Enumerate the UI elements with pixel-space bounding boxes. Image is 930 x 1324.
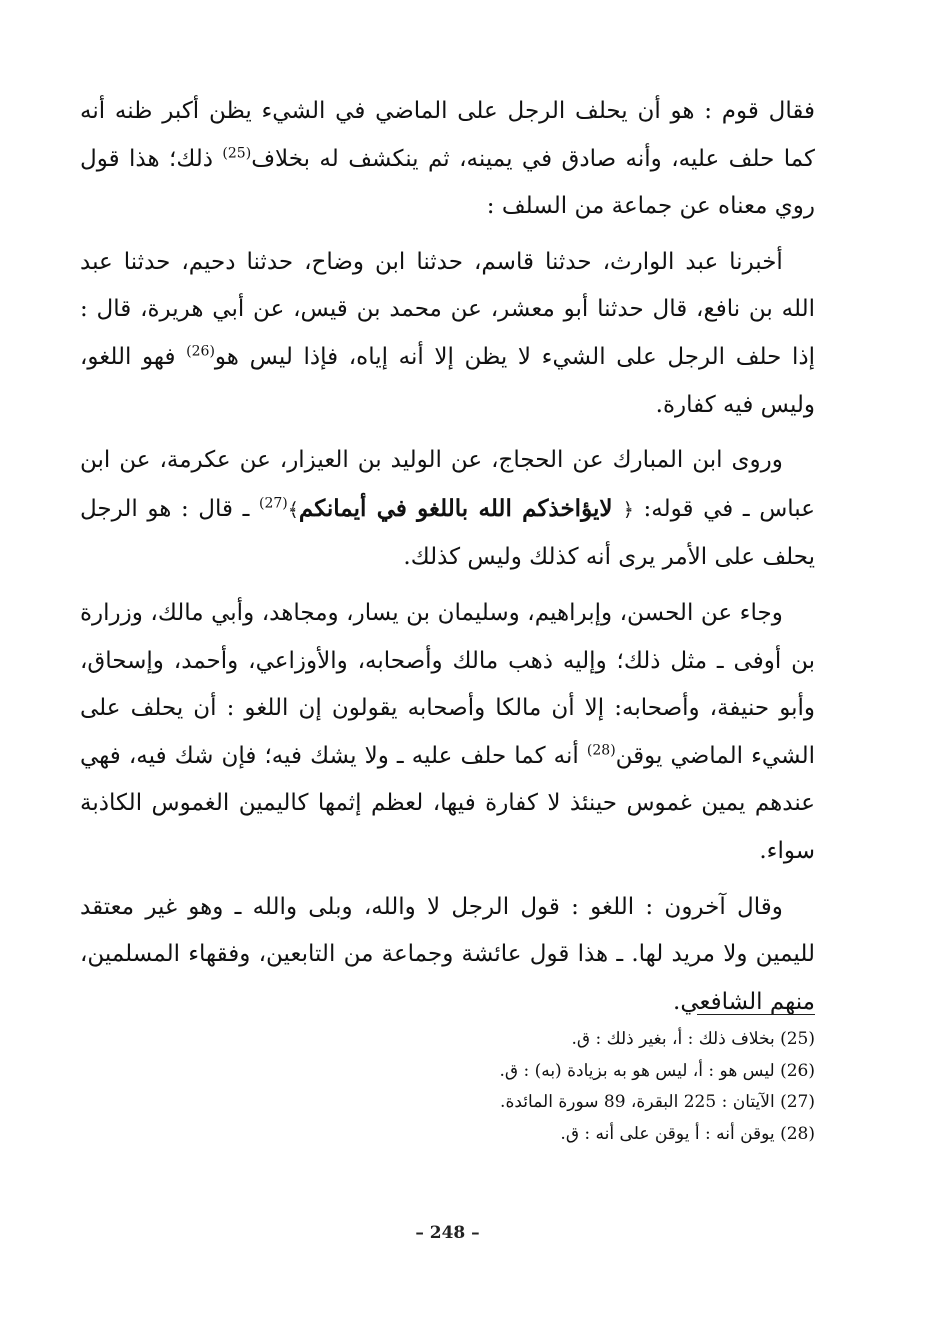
paragraph-2-text: أخبرنا عبد الوارث، حدثنا قاسم، حدثنا ابن وضاح، حدثنا دحيم، حدثنا عبد الله بن نافع، قال حدثنا أبو معشر، عن محمد بن قيس، عن أبي هريرة، قال : إذا حلف الرجل على الشيء لا يظن إلا أنه إياه، فإذا ليس هو [80,248,815,370]
paragraph-1-text: فقال قوم : هو أن يحلف الرجل على الماضي في الشيء يظن أكبر ظنه أنه كما حلف عليه، وأنه صادق في يمينه، ثم ينكشف له بخلاف [80,98,815,172]
footnote-27 [80,1087,815,1119]
footnote-number: (26) [780,1060,815,1081]
footnote-text: الآيتان : 225 البقرة، 89 سورة المائدة. [500,1092,775,1112]
footnote-ref-27: (27) [258,495,288,512]
footnotes [80,1024,815,1150]
paragraph-1 [80,88,815,231]
paragraph-2 [80,239,815,429]
paragraph-4-text: وجاء عن الحسن، وإبراهيم، وسليمان بن يسار، ومجاهد، وأبي مالك، وزرارة بن أوفى ـ مثل ذلك؛ وإليه ذهب مالك وأصحابه، والأوزاعي، وأحمد، وإسحاق، وأبو حنيفة، وأصحابه: إلا أن مالكا وأصحابه يقولون إن اللغو : أن يحلف على الشيء الماضي يوقن [80,599,815,769]
quran-open-bracket: ﴿ [622,498,634,521]
paragraph-3 [80,437,815,582]
footnote-ref-26: (26) [186,343,215,360]
footnote-26 [80,1056,815,1088]
paragraph-4-text-cont: أنه كما حلف عليه ـ ولا يشك فيه؛ فإن شك فيه، فهي عندهم يمين غموس حينئذ لا كفارة فيها، لعظم إثمها كاليمين الغموس الكاذبة سواء. [80,742,815,864]
paragraph-3-text: وروى ابن المبارك عن الحجاج، عن الوليد بن العيزار، عن عكرمة، عن ابن عباس ـ في قوله: [80,447,815,522]
book-page [80,88,815,1288]
footnote-text: بخلاف ذلك : أ، بغير ذلك : ق. [571,1029,775,1049]
quran-verse: لايؤاخذكم الله باللغو في أيمانكم [298,494,623,522]
footnote-text: ليس هو : أ، ليس هو به بزيادة (به) : ق. [499,1060,775,1081]
paragraph-5-text: وقال آخرون : اللغو : قول الرجل لا والله، وبلى والله ـ وهو غير معتقد لليمين ولا مريد لها. ـ هذا قول عائشة وجماعة من التابعين، وفقهاء المسلمين، منهم الشافعي. [80,893,815,1015]
footnote-ref-25: (25) [222,144,252,161]
paragraph-2-text-cont: فهو اللغو، وليس فيه كفارة. [80,343,815,418]
footnote-number: (28) [780,1123,815,1144]
paragraph-4 [80,590,815,876]
main-text [80,88,815,1026]
footnote-28 [80,1119,815,1151]
paragraph-3-text-cont: ـ قال : هو الرجل يحلف على الأمر يرى أنه كذلك وليس كذلك. [80,495,815,571]
paragraph-5 [80,884,815,1027]
quran-close-bracket: ﴾ [287,498,299,521]
footnote-25 [80,1024,815,1056]
paragraph-1-text-cont: ذلك؛ هذا قول روي معناه عن جماعة من السلف : [80,145,815,220]
page-number: – 248 – [415,1223,480,1243]
footnote-text: يوقن أنه : أ يوقن على أنه : ق. [560,1123,775,1144]
footnote-ref-28: (28) [586,742,616,759]
footnote-number: (25) [780,1029,815,1049]
footnote-number: (27) [780,1092,815,1112]
footnote-divider [697,1014,815,1015]
